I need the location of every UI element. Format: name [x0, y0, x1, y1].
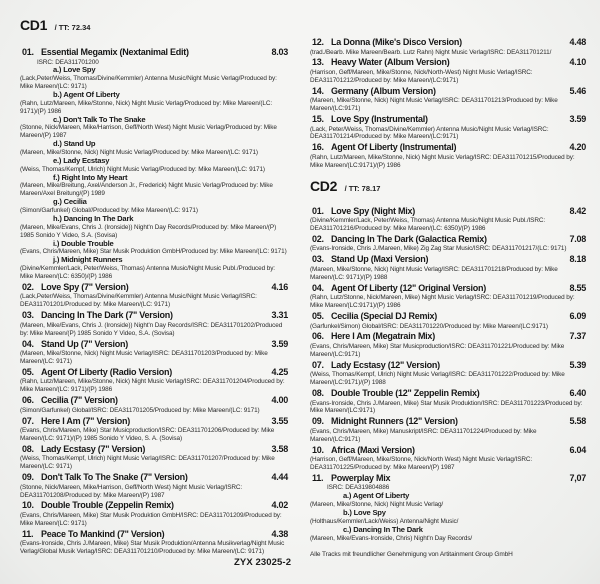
track-heading — [310, 331, 586, 343]
track-heading — [310, 57, 586, 69]
track-credits: (Lack,Peter/Weiss, Thomas/Divine/Kemmler) Antenna Music/Night Music Verlag/ISRC: DEA311701201/Produced by: Mike Mareen/(LC: 9171) — [20, 293, 257, 309]
subtrack-credits: (Divine/Kemmler/Lack, Peter/Weiss, Thomas) Antenna Music/Night Music Publ./Produced by: Mike Mareen/(LC: 6350)/(P) 1986 — [20, 265, 275, 280]
track-row — [310, 416, 586, 443]
track-duration: 8.42 — [569, 205, 586, 216]
disc-total-time: / TT: 78.17 — [344, 183, 381, 193]
track-isrc: ISRC: DEA319804886 — [327, 484, 390, 492]
track-title: Heavy Water (Album Version) — [331, 57, 450, 68]
track-row — [310, 57, 586, 84]
track-credits: (Rahn, Lutz/Mareen, Mike/Stonne, Nick) Night Music Verlag/ISRC: DEA311701215/Produced by: Mike Mareen/(LC:9171)/(P) 1986 — [310, 153, 575, 169]
track-duration: 6.40 — [569, 388, 586, 399]
track-title: Midnight Runners (12" Version) — [331, 416, 458, 427]
track-heading — [310, 206, 586, 218]
track-row — [310, 114, 586, 141]
track-number: 04. — [312, 282, 324, 293]
track-credits: (Garfunkel/Simon) Global/ISRC: DEA311701220/Produced by: Mike Mareen/(LC:9171) — [310, 322, 548, 330]
subtrack-letter: d.) — [53, 139, 62, 149]
track-number: 05. — [22, 366, 34, 377]
disc-label: CD2 — [310, 177, 338, 194]
subtrack-credits: (Stonne, Nick/Mareen, Mike/Harrison, Geff/North West) Night Music Verlag/Produced by: Mike Mareen/(P) 1987 — [20, 124, 277, 140]
left-column — [20, 18, 288, 556]
track-duration: 4.02 — [271, 500, 288, 511]
track-credits: (Rahn, Lutz/Mareen, Mike/Stonne, Nick) Night Music Verlag/ISRC: DEA311701204/Produced by: Mike Mareen/(LC: 9171)/(P) 1986 — [20, 378, 285, 394]
track-credits: (Evans-Ironside, Chris J./Mareen, Mike) Zig Zag Star Music/ISRC: DEA311701217/(LC: 9171) — [310, 245, 567, 253]
track-number: 03. — [22, 310, 34, 321]
track-credits: (Weiss, Thomas/Kempf, Ulrich) Night Music Verlag/ISRC: DEA311701207/Produced by: Mike Mareen/(LC: 9171) — [20, 455, 275, 471]
track-title: Stand Up (Maxi Version) — [331, 254, 429, 265]
disc-header — [310, 179, 586, 196]
track-heading — [20, 444, 288, 456]
track-credits: (Mareen, Mike/Stonne, Nick) Night Music Verlag/ISRC: DEA311701203/Produced by: Mike Mareen/(LC: 9171) — [20, 350, 268, 365]
track-heading — [310, 445, 586, 457]
subtrack-name: Love Spy — [63, 65, 96, 75]
subtrack-name: Double Trouble — [61, 238, 114, 248]
track-row — [20, 47, 288, 281]
track-title: Essential Megamix (Nextanimal Edit) — [41, 47, 189, 57]
subtrack-credits: (Mareen, Mike/Stonne, Nick) Night Music Verlag/Produced by: Mike Mareen/(LC: 9171) — [20, 149, 258, 157]
subtrack-credits: (Simon/Garfunkel) Global//Produced by: Mike Mareen/(LC: 9171) — [20, 207, 198, 215]
track-heading — [310, 473, 586, 485]
track-duration: 4.00 — [271, 395, 288, 406]
subtrack-credits: (Lack,Peter/Weiss, Thomas/Divine/Kemmler) Antenna Music/Night Music Verlag/Produced by: Mike Mareen/(LC: 9171) — [20, 75, 277, 91]
catalog-number: ZYX 23025-2 — [234, 557, 292, 568]
track-duration: 4.25 — [271, 366, 288, 377]
track-number: 09. — [22, 472, 34, 483]
subtrack-title — [343, 492, 586, 501]
track-credits: (Evans, Chris/Mareen, Mike) Star Musicproduction/ISRC: DEA311701206/Produced by: Mike Mareen/(LC: 9171)/(P) 1985 Sonido Y Video, S. A. (Sovisa) — [20, 427, 275, 442]
subtrack-letter: c.) — [53, 114, 62, 124]
subtrack-credits: (Mareen, Mike/Evans-Ironside, Chris) Night'n Day Records/ — [310, 534, 473, 542]
track-heading — [20, 529, 288, 541]
subtrack-letter: a.) — [53, 65, 62, 75]
track-row — [310, 445, 586, 472]
track-duration: 5.58 — [569, 416, 586, 427]
track-heading — [20, 282, 288, 294]
track-title: Agent Of Liberty (Instrumental) — [331, 142, 457, 153]
subtrack-title — [343, 526, 586, 535]
track-duration: 8.03 — [271, 47, 288, 57]
subtrack-title — [343, 509, 586, 518]
track-duration: 3.58 — [271, 443, 288, 454]
track-row — [20, 500, 288, 527]
subtrack-title — [53, 157, 288, 166]
subtrack-letter: b.) — [343, 508, 352, 518]
subtrack-name: Cecilia — [63, 197, 87, 207]
track-credits: (Mareen, Mike/Stonne, Nick) Night Music Verlag/ISRC: DEA311701213/Produced by: Mike Mareen/(LC:9171) — [310, 97, 558, 113]
track-credits: (Harrison, Geff/Mareen, Mike/Stonne, Nick/North-West) Night Music Verlag/ISRC: DEA311701212/Produced by: Mike Mareen/(LC:9171) — [310, 68, 533, 84]
track-row — [20, 472, 288, 499]
subtrack-letter: a.) — [343, 491, 352, 501]
track-duration: 4.16 — [271, 281, 288, 292]
track-row — [20, 395, 288, 414]
disc-total-time: / TT: 72.34 — [54, 23, 91, 32]
track-duration: 4.44 — [271, 472, 288, 483]
subtrack-credits: (Mareen, Mike/Breitung, Axel/Anderson Jr., Frederick) Night Music Verlag/Produced by: Mike Mareen/Axel Breitung/(P) 1989 — [20, 182, 273, 198]
track-duration: 3.55 — [271, 415, 288, 426]
track-title: Don't Talk To The Snake (7" Version) — [41, 472, 188, 483]
track-heading — [310, 234, 586, 246]
subtrack-credits: (Mareen, Mike/Evans, Chris J. (Ironside)) Night'n Day Records/Produced by: Mike Mareen/(P) 1985 Sonido Y Video, S.A. (Sovisa) — [20, 223, 277, 239]
track-number: 13. — [312, 57, 324, 68]
track-isrc: ISRC: DEA311701200 — [37, 58, 99, 66]
subtrack-credits: (Mareen, Mike/Stonne, Nick) Night Music Verlag/ — [310, 501, 444, 509]
track-credits: (Evans, Chris/Mareen, Mike) Manuskript/ISRC: DEA311701224/Produced by: Mike Mareen/(LC:9171) — [310, 427, 537, 443]
subtrack-name: Stand Up — [63, 139, 96, 149]
track-row — [310, 234, 586, 253]
track-title: Cecilia (Special DJ Remix) — [331, 311, 438, 321]
track-credits: (Simon/Garfunkel) Global/ISRC: DEA311701205/Produced by: Mike Mareen/(LC: 9171) — [20, 406, 260, 414]
disc-label: CD1 — [20, 17, 48, 33]
right-column — [310, 36, 586, 559]
track-heading — [310, 254, 586, 266]
track-heading — [310, 388, 586, 400]
subtrack-title — [53, 116, 288, 125]
track-number: 03. — [312, 254, 324, 265]
track-row — [20, 444, 288, 471]
subtrack-title — [53, 256, 288, 265]
track-heading — [20, 472, 288, 484]
track-title: Peace To Mankind (7" Version) — [41, 528, 165, 539]
track-duration: 5.46 — [569, 85, 586, 96]
track-number: 05. — [312, 311, 324, 321]
track-duration: 6.09 — [569, 311, 586, 321]
track-credits: (Stonne, Nick/Mareen, Mike/Harrison, Geff/North West) Night Music Verlag/ISRC: DEA311701208/Produced by: Mike Mareen/(P) 1987 — [20, 483, 243, 499]
subtrack-name: Midnight Runners — [61, 255, 123, 265]
track-duration: 5.39 — [569, 359, 586, 370]
subtrack-letter: g.) — [53, 197, 62, 207]
track-title: Double Trouble (Zeppelin Remix) — [41, 500, 174, 511]
track-heading — [310, 86, 586, 98]
track-number: 14. — [312, 85, 324, 96]
track-title: Here I Am (7" Version) — [41, 415, 130, 426]
subtrack-name: Love Spy — [353, 508, 386, 518]
track-credits: (Weiss, Thomas/Kempf, Ulrich) Night Music Verlag/ISRC: DEA311701222/Produced by: Mike Mareen/(LC:9171)/(P) 1988 — [310, 371, 565, 387]
subtrack-title — [53, 215, 288, 224]
track-title: Love Spy (Night Mix) — [331, 205, 416, 216]
track-number: 08. — [22, 443, 34, 454]
subtrack-name: Agent Of Liberty — [352, 491, 410, 501]
track-credits: (Rahn, Lutz/Stonne, Nick/Mareen, Mike) Night Music Verlag/ISRC: DEA311701219/Produced by: Mike Mareen/(LC:9171)/(P) 1986 — [310, 294, 575, 310]
subtrack-credits: (Holthaus/Kemmler/Lack/Weiss) Antenna/Night Music/ — [310, 517, 459, 525]
track-number: 10. — [22, 500, 34, 511]
disc-header — [20, 18, 288, 35]
track-heading — [310, 142, 586, 154]
track-heading — [310, 416, 586, 428]
track-title: Lady Ecstasy (12" Version) — [331, 359, 440, 370]
subtrack-title — [53, 66, 288, 75]
track-row — [310, 254, 586, 281]
subtrack-letter: i.) — [53, 238, 60, 248]
track-row — [310, 473, 586, 543]
track-title: Powerplay Mix — [331, 472, 391, 483]
subtrack-name: Right Into My Heart — [61, 172, 128, 182]
track-title: Africa (Maxi Version) — [331, 444, 415, 455]
track-credits: (Harrison, Geff/Mareen, Mike/Stonne, Nick/North West) Night Music Verlag/ISRC: DEA311701225/Produced by: Mike Mareen/(P) 1987 — [310, 456, 533, 472]
track-number: 11. — [22, 528, 34, 539]
track-credits: (Lack, Peter/Weiss, Thomas/Divine/Kemmler) Antenna Music/Night Music Verlag/ISRC: DEA311701214/Produced by: Mike Mareen/(LC:9171) — [310, 125, 549, 141]
track-number: 07. — [22, 415, 34, 426]
track-title: Agent Of Liberty (Radio Version) — [41, 366, 173, 377]
track-heading — [310, 283, 586, 295]
track-heading — [20, 310, 288, 322]
subtrack-letter: j.) — [53, 255, 60, 265]
track-duration: 8.55 — [569, 282, 586, 293]
track-title: Double Trouble (12" Zeppelin Remix) — [331, 388, 480, 399]
track-heading — [20, 395, 288, 407]
track-number: 02. — [22, 281, 34, 292]
track-duration: 4.38 — [271, 528, 288, 539]
subtrack-credits: (Evans, Chris/Mareen, Mike) Star Musik Produktion GmbH/Produced by: Mike Mareen/(LC: 9171) — [20, 248, 287, 256]
track-number: 08. — [312, 388, 324, 399]
track-number: 07. — [312, 359, 324, 370]
track-number: 04. — [22, 338, 34, 349]
track-title: Dancing In The Dark (7" Version) — [41, 310, 173, 321]
track-duration: 3.31 — [271, 310, 288, 321]
subtrack-letter: e.) — [53, 155, 62, 165]
track-title: Agent Of Liberty (12" Original Version) — [331, 282, 487, 293]
subtrack-title — [53, 140, 288, 149]
subtrack-name: Dancing In The Dark — [353, 524, 423, 534]
track-row — [310, 142, 586, 169]
subtrack-title — [53, 91, 288, 100]
track-number: 01. — [22, 47, 34, 57]
track-duration: 6.04 — [569, 444, 586, 455]
subtrack-letter: f.) — [53, 172, 60, 182]
track-row — [310, 311, 586, 330]
track-number: 01. — [312, 205, 324, 216]
track-number: 09. — [312, 416, 324, 427]
subtrack-credits: (Weiss, Thomas/Kempf, Ulrich) Night Music Verlag/Produced by: Mike Mareen/(LC: 9171) — [20, 165, 265, 173]
track-heading — [20, 500, 288, 512]
track-number: 02. — [312, 233, 324, 244]
track-duration: 7.37 — [569, 331, 586, 342]
track-credits: (Mareen, Mike/Evans, Chris J. (Ironside)) Night'n Day Records/ISRC: DEA311701202/Produced by: Mike Mareen/(P) 1985 Sonido Y Video, S.A. (Sovisa) — [20, 321, 283, 337]
track-title: Dancing In The Dark (Galactica Remix) — [331, 233, 487, 244]
track-title: Stand Up (7" Version) — [41, 338, 129, 349]
track-row — [20, 339, 288, 366]
track-row — [20, 282, 288, 309]
subtrack-name: Don't Talk To The Snake — [63, 114, 146, 124]
subtrack-name: Lady Ecstasy — [63, 155, 110, 165]
track-row — [310, 388, 586, 415]
track-title: Cecilia (7" Version) — [41, 395, 118, 406]
track-heading — [20, 416, 288, 428]
track-credits: (Mareen, Mike/Stonne, Nick) Night Music Verlag/ISRC: DEA311701218/Produced by: Mike Mareen/(LC: 9171)/(P) 1988 — [310, 265, 558, 281]
track-duration: 3.59 — [569, 114, 586, 125]
track-duration: 7,07 — [569, 472, 586, 483]
track-heading — [310, 311, 586, 323]
track-title: Love Spy (Instrumental) — [331, 114, 428, 125]
subtrack-title — [53, 174, 288, 183]
track-row — [20, 367, 288, 394]
track-row — [310, 331, 586, 358]
track-row — [20, 310, 288, 337]
subtrack-name: Agent Of Liberty — [63, 90, 120, 100]
track-number: 12. — [312, 37, 324, 47]
track-number: 16. — [312, 142, 324, 153]
track-heading — [310, 360, 586, 372]
track-number: 06. — [22, 395, 34, 406]
track-credits: (Evans, Chris/Mareen, Mike) Star Musik Produktion GmbH/ISRC: DEA311701209/Produced by: Mike Mareen/(LC: 9171) — [20, 511, 282, 527]
license-note: Alle Tracks mit freundlicher Genehmigung von Artitainment Group GmbH — [310, 551, 513, 559]
subtrack-letter: c.) — [343, 524, 352, 534]
subtrack-title — [53, 198, 288, 207]
subtrack-name: Dancing In The Dark — [63, 213, 134, 223]
subtrack-letter: h.) — [53, 213, 62, 223]
track-duration: 4.10 — [569, 57, 586, 68]
subtrack-letter: b.) — [53, 90, 62, 100]
track-duration: 4.20 — [569, 142, 586, 153]
track-heading — [310, 114, 586, 126]
track-title: La Donna (Mike's Disco Version) — [331, 37, 462, 47]
track-title: Lady Ecstasy (7" Version) — [41, 443, 146, 454]
track-duration: 4.48 — [569, 37, 586, 47]
track-title: Love Spy (7" Version) — [41, 281, 129, 292]
subtrack-title — [53, 240, 288, 249]
track-row — [310, 206, 586, 233]
track-credits: (trad./Bearb. Mike Mareen/Bearb. Lutz Rahn) Night Music Verlag/ISRC: DEA311701211/ — [310, 48, 552, 56]
track-row — [310, 283, 586, 310]
track-number: 10. — [312, 444, 324, 455]
track-credits: (Divine/Kemmler/Lack, Peter/Weiss, Thomas) Antenna Music/Night Music Publ./ISRC: DEA311701216/Produced by: Mike Mareen/(LC: 6350)/(P) 1986 — [310, 217, 546, 233]
track-duration: 3.59 — [271, 338, 288, 349]
track-credits: (Evans-Ironside, Chris J./Mareen, Mike) Star Musik Produktion/ISRC: DEA311701223/Produced by: Mike Mareen/(LC:9171) — [310, 399, 583, 415]
track-row — [310, 37, 586, 56]
track-number: 15. — [312, 114, 324, 125]
subtrack-credits: (Rahn, Lutz/Mareen, Mike/Stonne, Nick) Night Music Verlag/Produced by: Mike Mareen/(LC: 9171)/(P) 1986 — [20, 99, 273, 115]
track-title: Here I Am (Megatrain Mix) — [331, 331, 435, 342]
track-row — [20, 529, 288, 556]
track-heading — [20, 339, 288, 351]
track-title: Germany (Album Version) — [331, 85, 436, 96]
track-duration: 8.18 — [569, 254, 586, 265]
track-duration: 7.08 — [569, 233, 586, 244]
track-credits: (Evans-Ironside, Chris J./Mareen, Mike) Star Musik Produktion/Antenna Musikverlag/Night Music Verlag/Global Musik Verlag/ISRC: DEA311701210/Produced by: Mike Mareen/(LC: 9171) — [20, 540, 285, 556]
track-number: 11. — [312, 472, 324, 483]
track-heading — [20, 367, 288, 379]
track-heading — [20, 47, 288, 59]
track-row — [310, 86, 586, 113]
track-credits: (Evans, Chris/Mareen, Mike) Star Musicproduction/ISRC: DEA311701221/Produced by: Mike Mareen/(LC:9171) — [310, 342, 565, 358]
track-row — [20, 416, 288, 443]
track-heading — [310, 37, 586, 49]
track-number: 06. — [312, 331, 324, 342]
track-row — [310, 360, 586, 387]
